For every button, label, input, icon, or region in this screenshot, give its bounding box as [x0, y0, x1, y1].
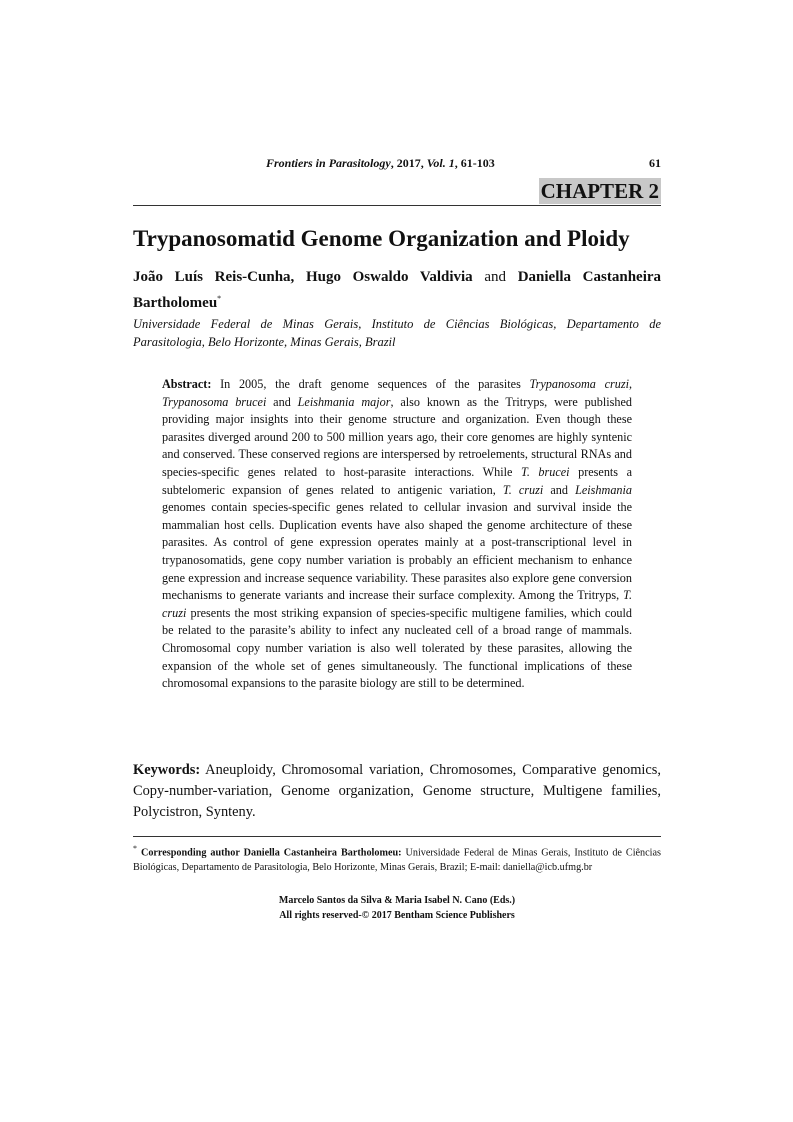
footnote-divider: [133, 836, 661, 837]
chapter-label: CHAPTER 2: [540, 179, 659, 203]
author-1: João Luís Reis-Cunha,: [133, 269, 295, 285]
editors-line: Marcelo Santos da Silva & Maria Isabel N. Cano (Eds.): [278, 895, 516, 906]
keywords: Keywords: Aneuploidy, Chromosomal variation, Chromosomes, Comparative genomics, Copy-number-variation, Genome organization, Genome structure, Multigene families, Polycistron, Synteny.: [133, 762, 661, 820]
page-number: 61: [649, 156, 661, 170]
publisher-info: [133, 893, 661, 923]
journal-citation: Frontiers in Parasitology, 2017, Vol. 1, 61-103: [266, 156, 495, 170]
corresponding-author-footnote: * Corresponding author Daniella Castanheira Bartholomeu: Universidade Federal de Minas Gerais, Instituto de Ciências Biológicas, Departamento de Parasitologia, Belo Horizonte, Minas Gerais, Brazil; E-mail: daniella@icb.ufmg.br: [133, 844, 661, 873]
affiliation: Universidade Federal de Minas Gerais, Instituto de Ciências Biológicas, Departamento de Parasitologia, Belo Horizonte, Minas Gerais, Brazil: [133, 317, 661, 349]
header-divider: [133, 205, 661, 206]
rights-line: All rights reserved-© 2017 Bentham Science Publishers: [279, 910, 515, 921]
author-list: João Luís Reis-Cunha, Hugo Oswaldo Valdivia and Daniella Castanheira Bartholomeu*: [133, 269, 662, 311]
keywords-label: Keywords:: [133, 762, 201, 778]
corresponding-mark: *: [217, 294, 222, 303]
abstract: Abstract: In 2005, the draft genome sequences of the parasites Trypanosoma cruzi, Trypanosoma brucei and Leishmania major, also known as the Tritryps, were published providing major insights into their genome structure and organization. Even though these parasites diverged around 200 to 500 million years ago, their core genomes are highly syntenic and conserved. These conserved regions are interspersed by retroelements, structural RNAs and species-specific genes related to host-parasite interactions. While T. brucei presents a subtelomeric expansion of genes related to antigenic variation, T. cruzi and Leishmania genomes contain species-specific genes related to cellular invasion and survival inside the mammalian host cells. Duplication events have also shaped the genome architecture of these parasites. As control of gene expression operates mainly at a post-transcriptional level in trypanosomatids, gene copy number variation is probably an efficient mechanism to enhance gene expression and increase sequence variability. These parasites also explore gene conversion mechanisms to generate variants and increase their surface complexity. Among the Tritryps, T. cruzi presents the most striking expansion of species-specific multigene families, which could be related to the parasite’s ability to infect any nucleated cell of a broad range of mammals. Chromosomal copy number variation is also well tolerated by these parasites, allowing the expansion of the whole set of genes simultaneously. The functional implications of these chromosomal expansions to the parasite biology are still to be determined.: [162, 377, 632, 691]
author-2: Hugo Oswaldo Valdivia: [305, 269, 473, 285]
article-title: Trypanosomatid Genome Organization and Ploidy: [133, 226, 630, 251]
author-3: Daniella Castanheira Bartholomeu: [133, 269, 662, 311]
abstract-label: Abstract:: [162, 377, 212, 391]
